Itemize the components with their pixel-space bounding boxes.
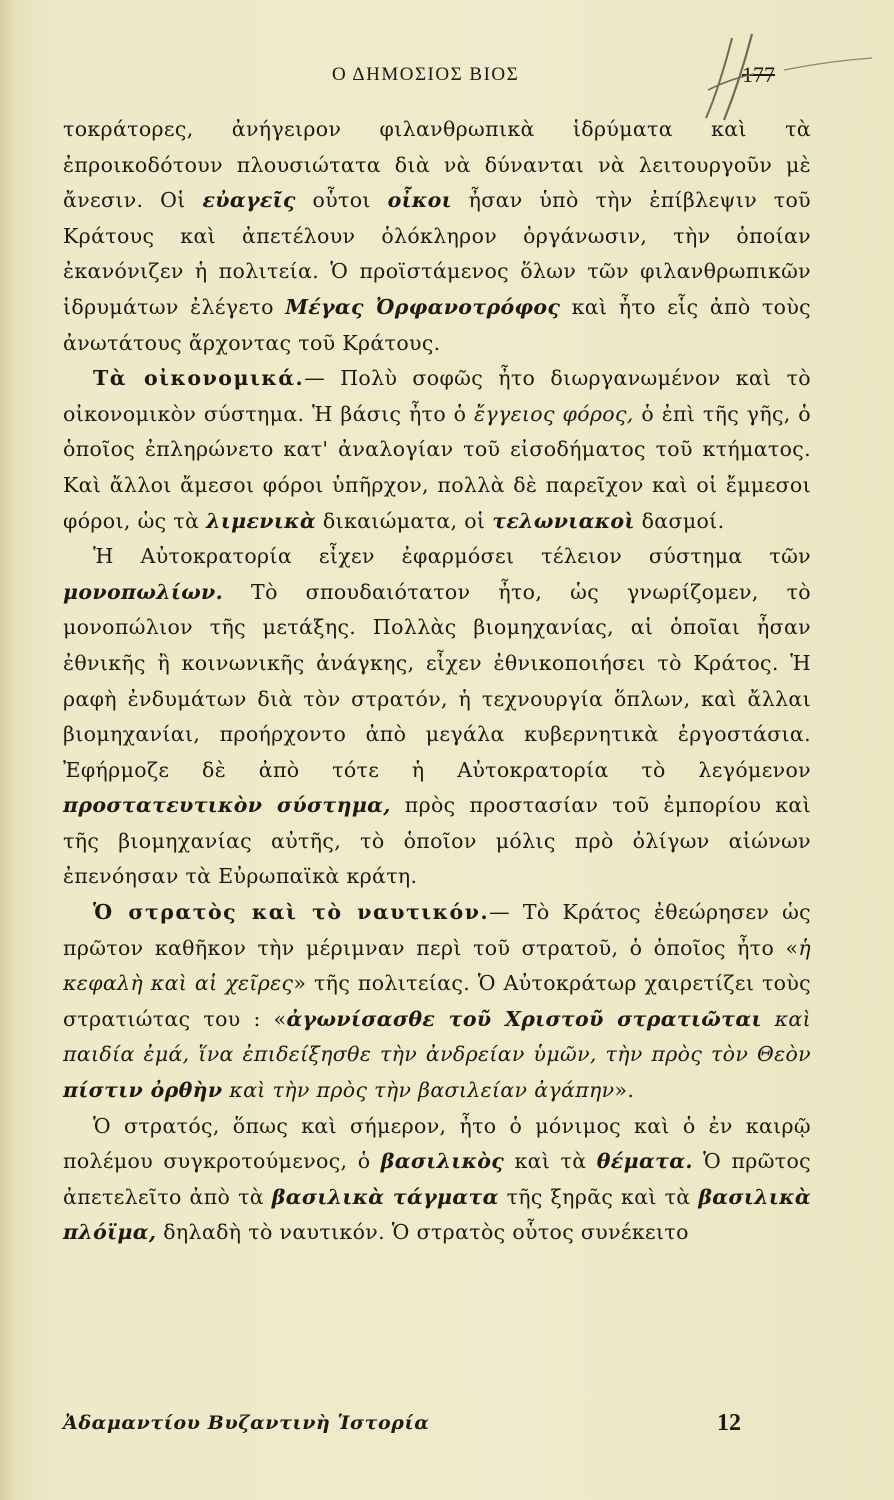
page-number: 177 bbox=[742, 62, 775, 87]
paragraph-3: Ἡ Αὐτοκρατορία εἶχεν ἐφαρμόσει τέλειον σύστημα τῶν μονοπωλίων. Τὸ σπουδαιότατον ἦτο, ὡς γνωρίζομεν, τὸ μονοπώλιον τῆς μετάξης. Πολλὰς βιομηχανίας, αἱ ὁποῖαι ἦσαν ἐθνικῆς ἢ κοινωνικῆς ἀνάγκης, εἶχεν ἐθνικοποιήσει τὸ Κράτος. Ἡ ραφὴ ἐνδυμάτων διὰ τὸν στρατόν, ἡ τεχνουργία ὅπλων, καὶ ἄλλαι βιομηχανίαι, προήρχοντο ἀπὸ μεγάλα κυβερνητικὰ ἐργοστάσια. Ἐφήρμοζε δὲ ἀπὸ τότε ἡ Αὐτοκρατορία τὸ λεγόμενον προστατευτικὸν σύστημα, πρὸς προστασίαν τοῦ ἐμπορίου καὶ τῆς βιομηχανίας αὐτῆς, τὸ ὁποῖον μόλις πρὸ ὀλίγων αἰώνων ἐπενόησαν τὰ Εὐρωπαϊκὰ κράτη. bbox=[63, 544, 811, 889]
section-heading-army-navy: Ὁ στρατὸς καὶ τὸ ναυτικόν. bbox=[93, 900, 490, 925]
header-title: Ο ΔΗΜΟΣΙΟΣ ΒΙΟΣ bbox=[332, 64, 520, 85]
paragraph-1: τοκράτορες, ἀνήγειρον φιλανθρωπικὰ ἱδρύματα καὶ τὰ ἐπροικοδότουν πλουσιώτατα διὰ νὰ δύνανται νὰ λειτουργοῦν μὲ ἄνεσιν. Οἱ εὐαγεῖς οὗτοι οἶκοι ἦσαν ὑπὸ τὴν ἐπίβλεψιν τοῦ Κράτους καὶ ἀπετέλουν ὁλόκληρον ὀργάνωσιν, τὴν ὁποίαν ἐκανόνιζεν ἡ πολιτεία. Ὁ προϊστάμενος ὅλων τῶν φιλανθρωπικῶν ἱδρυμάτων ἐλέγετο Μέγας Ὀρφανοτρόφος καὶ ἦτο εἷς ἀπὸ τοὺς ἀνωτάτους ἄρχοντας τοῦ Κράτους. bbox=[63, 117, 811, 355]
section-heading-economics: Τὰ οἰκονομικά. bbox=[93, 366, 305, 391]
footer-book-title: Ἀδαμαντίου Βυζαντινὴ Ἱστορία bbox=[63, 1412, 430, 1434]
paragraph-2: Τὰ οἰκονομικά.— Πολὺ σοφῶς ἦτο διωργανωμένον καὶ τὸ οἰκονομικὸν σύστημα. Ἡ βάσις ἦτο ὁ ἔγγειος φόρος, ὁ ἐπὶ τῆς γῆς, ὁ ὁποῖος ἐπληρώνετο κατ' ἀναλογίαν τοῦ εἰσοδήματος τοῦ κτήματος. Καὶ ἄλλοι ἄμεσοι φόροι ὑπῆρχον, πολλὰ δὲ παρεῖχον καὶ οἱ ἔμμεσοι φόροι, ὡς τὰ λιμενικὰ δικαιώματα, οἱ τελωνιακοὶ δασμοί. bbox=[63, 366, 811, 533]
paragraph-4: Ὁ στρατὸς καὶ τὸ ναυτικόν.— Τὸ Κράτος ἐθεώρησεν ὡς πρῶτον καθῆκον τὴν μέριμναν περὶ τοῦ στρατοῦ, ὁ ὁποῖος ἦτο «ἡ κεφαλὴ καὶ αἱ χεῖρες» τῆς πολιτείας. Ὁ Αὐτοκράτωρ χαιρετίζει τοὺς στρατιώτας του : «ἀγωνίσασθε τοῦ Χριστοῦ στρατιῶται καὶ παιδία ἐμά, ἵνα ἐπιδείξησθε τὴν ἀνδρείαν ὑμῶν, τὴν πρὸς τὸν Θεὸν πίστιν ὀρθὴν καὶ τὴν πρὸς τὴν βασιλείαν ἀγάπην». bbox=[63, 900, 811, 1103]
page-edge-shadow bbox=[0, 0, 14, 1500]
pencil-annotation-mark bbox=[694, 30, 874, 125]
footer-signature-number: 12 bbox=[717, 1410, 741, 1436]
main-text bbox=[63, 112, 811, 1251]
paragraph-5: Ὁ στρατός, ὅπως καὶ σήμερον, ἦτο ὁ μόνιμος καὶ ὁ ἐν καιρῷ πολέμου συγκροτούμενος, ὁ βασιλικὸς καὶ τὰ θέματα. Ὁ πρῶτος ἀπετελεῖτο ἀπὸ τὰ βασιλικὰ τάγματα τῆς ξηρᾶς καὶ τὰ βασιλικὰ πλόϊμα, δηλαδὴ τὸ ναυτικόν. Ὁ στρατὸς οὗτος συνέκειτο bbox=[63, 1113, 811, 1245]
page-footer bbox=[63, 1412, 811, 1442]
